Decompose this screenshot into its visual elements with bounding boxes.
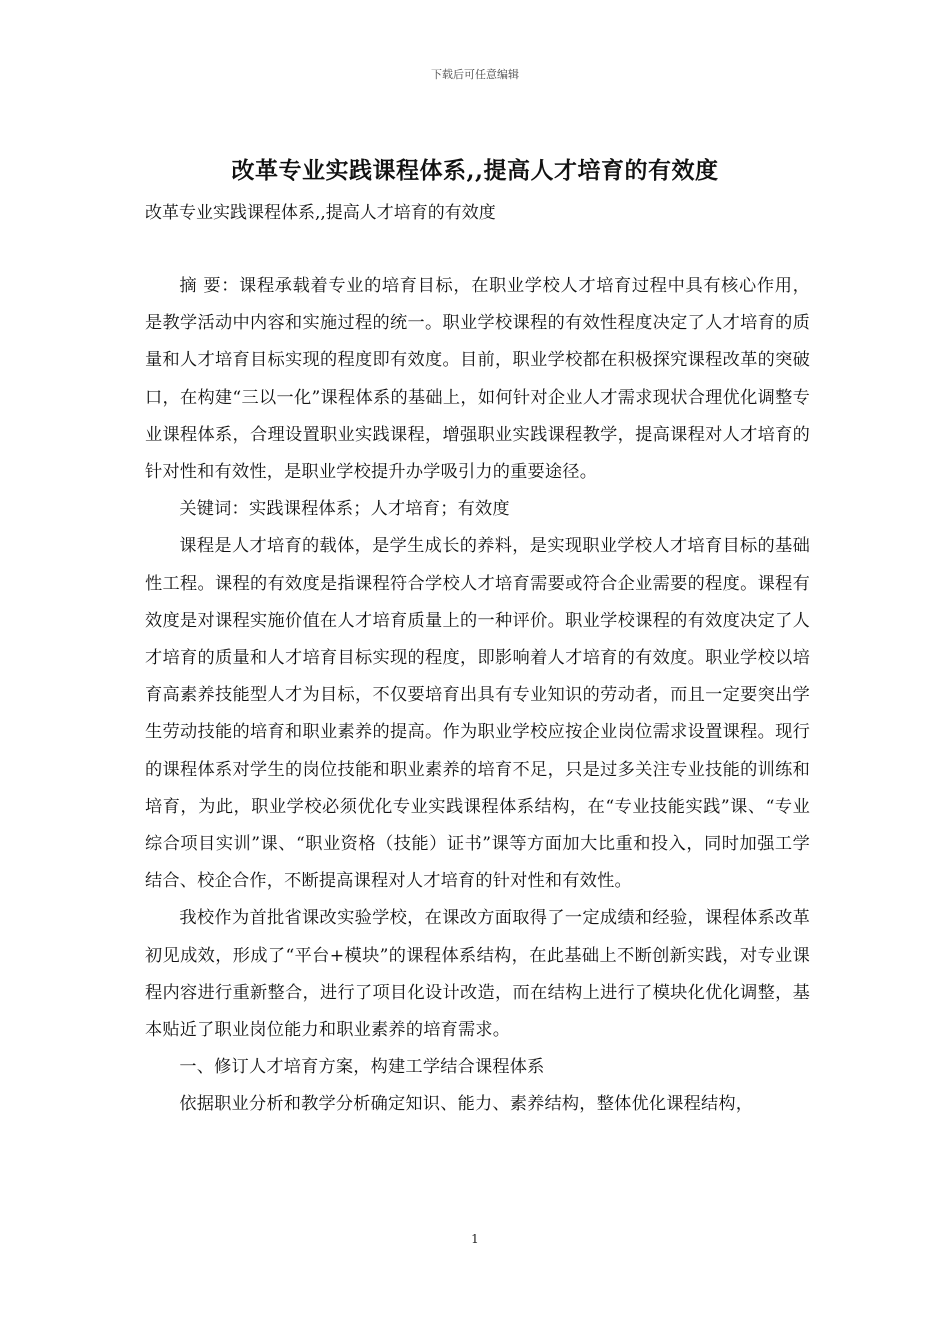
header-note: 下载后可任意编辑: [431, 68, 519, 81]
document-subtitle: 改革专业实践课程体系,,提高人才培育的有效度: [145, 203, 496, 223]
abstract-paragraph: 摘 要：课程承载着专业的培育目标，在职业学校人才培育过程中具有核心作用，是教学活动中内容和实施过程的统一。职业学校课程的有效性程度决定了人才培育的质量和人才培育目标实现的程度即有效度。目前，职业学校都在积极探究课程改革的突破口，在构建“三以一化”课程体系的基础上，如何针对企业人才需求现状合理优化调整专业课程体系，合理设置职业实践课程，增强职业实践课程教学，提高课程对人才培育的针对性和有效性，是职业学校提升办学吸引力的重要途径。: [145, 276, 810, 483]
body-paragraph: 课程是人才培育的载体，是学生成长的养料，是实现职业学校人才培育目标的基础性工程。课程的有效度是指课程符合学校人才培育需要或符合企业需要的程度。课程有效度是对课程实施价值在人才培育质量上的一种评价。职业学校课程的有效度决定了人才培育的质量和人才培育目标实现的程度，即影响着人才培育的有效度。职业学校以培育高素养技能型人才为目标，不仅要培育出具有专业知识的劳动者，而且一定要突出学生劳动技能的培育和职业素养的提高。作为职业学校应按企业岗位需求设置课程。现行的课程体系对学生的岗位技能和职业素养的培育不足，只是过多关注专业技能的训练和培育，为此，职业学校必须优化专业实践课程体系结构，在“专业技能实践”课、“专业综合项目实训”课、“职业资格（技能）证书”课等方面加大比重和投入，同时加强工学结合、校企合作，不断提高课程对人才培育的针对性和有效性。: [145, 536, 810, 892]
document-title: 改革专业实践课程体系,,提高人才培育的有效度: [231, 157, 719, 184]
page-number: 1: [471, 1232, 479, 1246]
body-paragraph: 我校作为首批省课改实验学校，在课改方面取得了一定成绩和经验，课程体系改革初见成效，形成了“平台+模块”的课程体系结构，在此基础上不断创新实践，对专业课程内容进行重新整合，进行了项目化设计改造，而在结构上进行了模块化优化调整，基本贴近了职业岗位能力和职业素养的培育需求。: [145, 908, 810, 1041]
body-paragraph: 依据职业分析和教学分析确定知识、能力、素养结构，整体优化课程结构，: [179, 1094, 754, 1115]
section-heading: 一、修订人才培育方案，构建工学结合课程体系: [179, 1057, 545, 1078]
keywords-paragraph: 关键词：实践课程体系；人才培育；有效度: [179, 499, 510, 520]
body-content: [145, 268, 810, 1124]
